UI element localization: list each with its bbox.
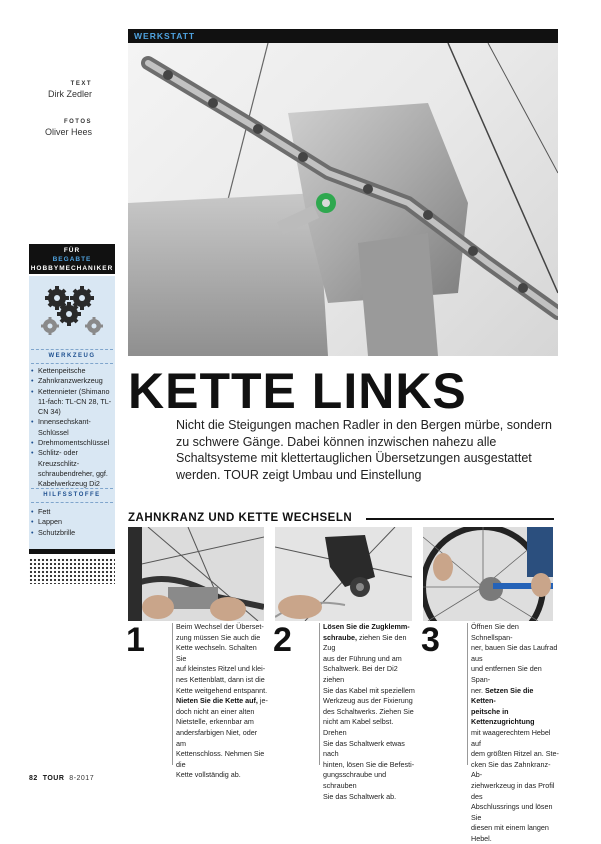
aux-list <box>31 507 115 538</box>
text-line: gungsschraube und schrauben <box>323 770 387 790</box>
text-line <box>471 686 559 707</box>
text-line <box>323 622 417 633</box>
text-line: ziehwerkzeug in das Profil des <box>471 780 555 801</box>
text-fragment: je- <box>257 696 268 706</box>
tools-heading: WERKZEUG <box>48 353 96 359</box>
divider <box>31 349 113 350</box>
photo-credit-name: Oliver Hees <box>44 127 92 137</box>
list-item: • Zahnkranzwerkzeug <box>31 376 115 386</box>
sidebar-bottom-bar <box>29 549 115 554</box>
lead-paragraph: Nicht die Steigungen machen Radler in den Bergen mürbe, sondern zu schwere Gänge. Dabei können inzwischen nahezu alle Schaltsysteme mit klettertauglichen Übersetzungen ausgestattet werden. TOUR zeigt Umbau und Einstellung <box>176 418 552 482</box>
text-fragment: ner. <box>471 685 485 695</box>
step-3-photo <box>423 527 553 621</box>
list-item: • Innensechskant-Schlüssel <box>31 417 115 438</box>
text-line: Beim Wechsel der Überset- <box>176 622 264 631</box>
badge-line-2: BEGABTE <box>52 256 92 263</box>
section-tag: WERKSTATT <box>134 31 196 41</box>
brand-name: TOUR <box>42 775 65 782</box>
list-item: • Kettenpeitsche <box>31 366 115 376</box>
step-1-rule <box>172 623 173 765</box>
dot-pattern-decoration <box>29 558 115 584</box>
list-item: • Schutzbrille <box>31 528 115 538</box>
text-fragment: ziehen Sie den Zug <box>323 632 407 653</box>
text-line: cken Sie das Zahnkranz-Ab- <box>471 759 551 780</box>
text-line: diesen mit einem langen <box>471 823 549 833</box>
text-line: Nietstelle, erkennbar am <box>176 717 254 727</box>
step-3-rule <box>467 623 468 765</box>
page-number: 82 <box>29 775 38 782</box>
text-line: dem größten Ritzel an. Ste- <box>471 749 559 759</box>
section-title-rule <box>366 518 554 520</box>
text-line <box>176 696 268 707</box>
text-line: des Schaltwerks. Ziehen Sie <box>323 706 414 716</box>
sidebar-badge <box>29 244 115 274</box>
aux-heading: HILFSSTOFFE <box>43 492 101 498</box>
tools-list <box>31 366 115 490</box>
list-item: • Kettennieter (Shimano <box>31 387 115 397</box>
text-line: andersfarbigen Niet, oder am <box>176 727 258 748</box>
step-3-text <box>471 622 559 844</box>
list-item: • Drehmomentschlüssel <box>31 438 115 448</box>
step-1-number: 1 <box>126 621 145 659</box>
bold-instruction: peitsche in Kettenzugrichtung <box>471 706 535 727</box>
step-1-photo <box>128 527 264 621</box>
text-line: Sie das Schaltwerk etwas nach <box>323 738 405 759</box>
bold-instruction: schraube, <box>323 632 357 642</box>
text-line: Werkzeug aus der Fixierung <box>323 696 413 706</box>
text-line: Kette vollständig ab. <box>176 770 241 780</box>
step-3-number: 3 <box>421 621 440 659</box>
text-line: und entfernen Sie den Span- <box>471 664 542 684</box>
badge-line-1: FÜR <box>63 247 81 254</box>
badge-line-3: HOBBYMECHANIKER <box>30 265 114 272</box>
list-item: • Schlitz- oder Kreuzschlitz- <box>31 448 115 469</box>
list-item: Kabelwerkzeug Di2 <box>38 479 100 489</box>
photo-credit-label: FOTOS <box>63 119 92 125</box>
text-line: ner, bauen Sie das Laufrad aus <box>471 643 558 663</box>
text-line: aus der Führung und am <box>323 653 402 663</box>
divider <box>31 502 113 503</box>
divider <box>31 488 113 489</box>
hero-photo <box>128 43 558 356</box>
bold-instruction: Nieten Sie die Kette auf, <box>176 696 258 706</box>
bold-instruction: Lösen Sie die Zugklemm- <box>323 622 410 631</box>
text-line: auf kleinstes Ritzel und klei- <box>176 664 266 674</box>
text-line: nes Kettenblatt, dann ist die <box>176 674 265 684</box>
issue-number: 8-2017 <box>69 775 95 782</box>
step-2-photo <box>275 527 412 621</box>
text-line: Öffnen Sie den Schnellspan- <box>471 622 519 642</box>
list-item: 11-fach: TL-CN 28, TL-CN 34) <box>38 396 112 417</box>
text-line: Kette weitgehend entspannt. <box>176 685 268 695</box>
bold-instruction: Setzen Sie die Ketten- <box>471 685 534 706</box>
text-line <box>323 633 417 654</box>
text-line <box>471 707 559 728</box>
list-item: • Lappen <box>31 517 115 527</box>
text-line: Sie das Kabel mit speziellem <box>323 685 415 695</box>
text-line: zung müssen Sie auch die <box>176 632 261 642</box>
list-item: • Fett <box>31 507 115 517</box>
text-line: Hebel. <box>471 833 492 843</box>
headline: KETTE LINKS <box>128 363 467 419</box>
step-2-number: 2 <box>273 621 292 659</box>
text-line: doch nicht an einer alten <box>176 706 255 716</box>
divider <box>31 363 113 364</box>
text-line: nicht am Kabel selbst. Drehen <box>323 717 394 737</box>
section-header-band <box>128 29 558 43</box>
gears-icon <box>38 284 108 342</box>
text-line: mit waagerechtem Hebel auf <box>471 727 551 748</box>
section-title: ZAHNKRANZ UND KETTE WECHSELN <box>128 512 353 524</box>
text-credit-name: Dirk Zedler <box>47 89 92 99</box>
text-line: hinten, lösen Sie die Befesti- <box>323 759 415 769</box>
step-2-rule <box>319 623 320 765</box>
text-line: Kettenschloss. Nehmen Sie die <box>176 749 265 769</box>
step-1-text <box>176 622 268 781</box>
text-line: Sie das Schaltwerk ab. <box>323 791 397 801</box>
list-item: schraubendreher, ggf. <box>38 468 108 478</box>
page-footer <box>29 775 94 782</box>
step-2-text <box>323 622 417 802</box>
text-line: Kette wechseln. Schalten Sie <box>176 643 257 663</box>
text-line: Abschlussrings und lösen Sie <box>471 802 553 822</box>
chain-tool-illustration <box>128 43 558 356</box>
text-credit-label: TEXT <box>70 81 92 87</box>
text-line: Schaltwerk. Bei der Di2 ziehen <box>323 664 398 684</box>
